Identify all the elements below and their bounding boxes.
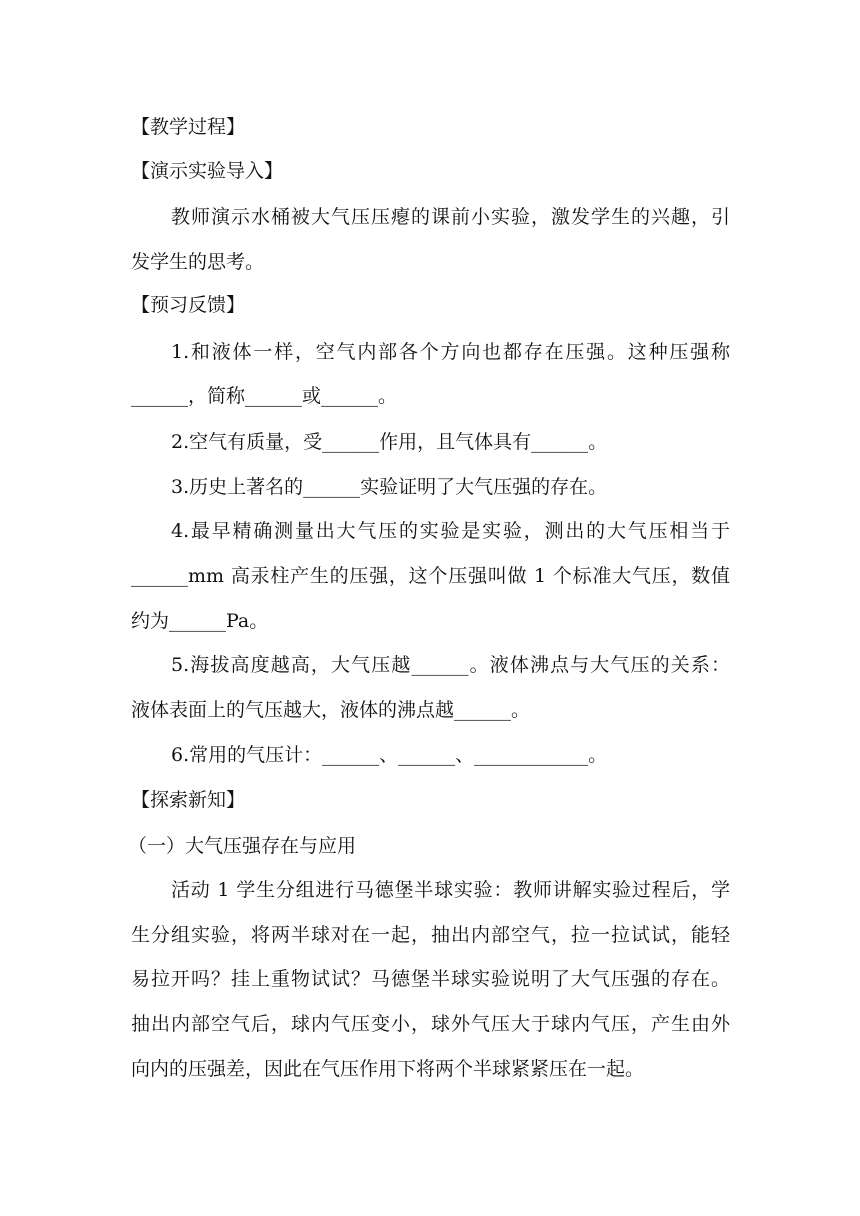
heading-preview-feedback: 【预习反馈】: [131, 294, 246, 316]
activity-1-line-3: 易拉开吗？挂上重物试试？马德堡半球实验说明了大气压强的存在。: [131, 968, 730, 990]
preview-item-4-line-3: 约为______Pa。: [131, 610, 269, 632]
preview-item-1-line-1: 1.和液体一样，空气内部各个方向也都存在压强。这种压强称: [171, 341, 730, 363]
activity-1-line-5: 向内的压强差，因此在气压作用下将两个半球紧紧压在一起。: [131, 1058, 645, 1080]
preview-item-4-line-1: 4.最早精确测量出大气压的实验是实验，测出的大气压相当于: [171, 520, 730, 542]
preview-item-1-line-2: ______，简称______或______。: [131, 385, 398, 407]
preview-item-2: 2.空气有质量，受______作用，且气体具有______。: [171, 431, 608, 453]
heading-explore-new: 【探索新知】: [131, 789, 246, 811]
preview-item-6: 6.常用的气压计：______、______、____________。: [171, 744, 608, 766]
section-1-title: （一）大气压强存在与应用: [128, 835, 357, 857]
heading-demo-intro: 【演示实验导入】: [131, 160, 284, 182]
preview-item-3: 3.历史上著名的______实验证明了大气压强的存在。: [171, 476, 608, 498]
preview-item-5-line-2: 液体表面上的气压越大，液体的沸点越______。: [131, 699, 531, 721]
activity-1-line-1: 活动 1 学生分组进行马德堡半球实验：教师讲解实验过程后，学: [171, 879, 730, 901]
preview-item-4-line-2: ______mm 高汞柱产生的压强，这个压强叫做 1 个标准大气压，数值: [131, 565, 730, 587]
demo-intro-line-2: 发学生的思考。: [131, 251, 265, 273]
demo-intro-line-1: 教师演示水桶被大气压压瘪的课前小实验，激发学生的兴趣，引: [171, 206, 730, 228]
activity-1-line-2: 生分组实验，将两半球对在一起，抽出内部空气，拉一拉试试，能轻: [131, 924, 730, 946]
heading-teaching-process: 【教学过程】: [131, 116, 246, 138]
preview-item-5-line-1: 5.海拔高度越高，大气压越______。液体沸点与大气压的关系：: [171, 654, 730, 676]
activity-1-line-4: 抽出内部空气后，球内气压变小，球外气压大于球内气压，产生由外: [131, 1013, 730, 1035]
